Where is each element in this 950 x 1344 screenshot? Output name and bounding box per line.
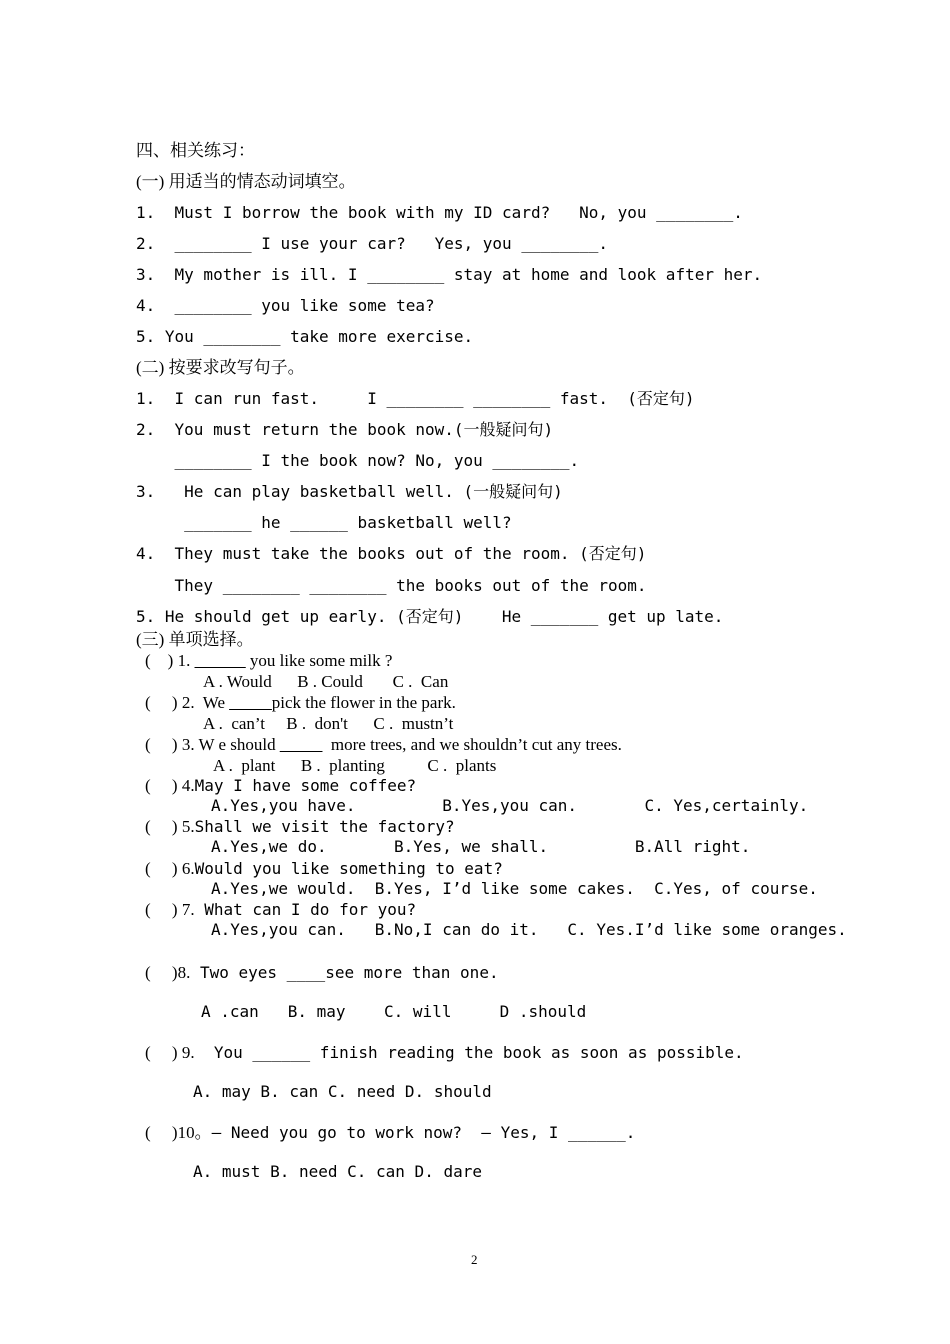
question-line — [145, 777, 416, 795]
part2-heading: (二) 按要求改写句子。 — [136, 358, 305, 377]
options-line: A . plant B . planting C . plants — [213, 756, 497, 775]
question-line — [145, 818, 455, 836]
options-line: A.Yes,you can. B.No,I can do it. C. Yes.I’d like some oranges. — [211, 920, 847, 939]
part1-item: 3. My mother is ill. I ________ stay at home and look after her. — [136, 265, 763, 284]
part2-line: 4. They must take the books out of the room. (否定句) — [136, 544, 647, 563]
question-text: Two eyes ____see more than one. — [190, 963, 499, 982]
section-title: 四、相关练习： — [136, 141, 255, 160]
question-text: — Need you go to work now? — Yes, I ______. — [211, 1123, 636, 1142]
question-text: What can I do for you? — [194, 900, 417, 919]
question-line — [145, 1124, 635, 1142]
question-text: pick the flower in the park. — [271, 693, 456, 712]
options-line: A.Yes,we do. B.Yes, we shall. B.All right. — [211, 837, 751, 856]
part1-item: 2. ________ I use your car? Yes, you ________. — [136, 234, 609, 253]
question-text: you like some milk ? — [245, 651, 393, 670]
question-number: ( )8. — [145, 963, 191, 982]
options-line: A. must B. need C. can D. dare — [193, 1162, 482, 1181]
question-text: You ______ finish reading the book as soon as possible. — [194, 1043, 744, 1062]
question-text: Would you like something to eat? — [194, 859, 503, 878]
answer-blank: _____ — [279, 735, 323, 754]
question-number: ( ) 5. — [145, 817, 195, 836]
question-line — [145, 1044, 744, 1062]
answer-blank: ______ — [194, 651, 246, 670]
options-line: A . Would B . Could C . Can — [203, 672, 449, 691]
part2-line: They ________ ________ the books out of the room. — [136, 576, 647, 595]
question-number: ( ) 4. — [145, 776, 195, 795]
part2-line: 1. I can run fast. I ________ ________ fast. (否定句) — [136, 389, 695, 408]
part3-heading: (三) 单项选择。 — [136, 630, 254, 649]
part2-line: ________ I the book now? No, you ________. — [136, 451, 580, 470]
question-number: ( ) 6. — [145, 859, 195, 878]
question-text: Shall we visit the factory? — [194, 817, 455, 836]
question-line — [145, 694, 456, 711]
question-text: May I have some coffee? — [194, 776, 417, 795]
question-number: ( ) 3. W e should — [145, 735, 280, 754]
options-line: A . can’t B . don't C . mustn’t — [203, 714, 454, 733]
part1-item: 1. Must I borrow the book with my ID card? No, you ________. — [136, 203, 743, 222]
question-line — [145, 652, 392, 669]
question-text: more trees, and we shouldn’t cut any trees. — [322, 735, 622, 754]
question-number: ( ) 2. We — [145, 693, 230, 712]
options-line: A. may B. can C. need D. should — [193, 1082, 492, 1101]
part1-item: 5. You ________ take more exercise. — [136, 327, 474, 346]
part2-line: 2. You must return the book now.(一般疑问句) — [136, 420, 554, 439]
question-number: ( ) 9. — [145, 1043, 195, 1062]
question-number: ( ) 7. — [145, 900, 195, 919]
question-line — [145, 901, 416, 919]
options-line: A .can B. may C. will D .should — [201, 1002, 587, 1021]
answer-blank: _____ — [229, 693, 272, 712]
question-line — [145, 964, 499, 982]
options-line: A.Yes,we would. B.Yes, I’d like some cakes. C.Yes, of course. — [211, 879, 818, 898]
part2-line: 5. He should get up early. (否定句) He _______ get up late. — [136, 607, 724, 626]
part1-item: 4. ________ you like some tea? — [136, 296, 435, 315]
question-number: ( ) 1. — [145, 651, 195, 670]
part2-line: _______ he ______ basketball well? — [136, 513, 512, 532]
question-number: ( )10。 — [145, 1123, 212, 1142]
options-line: A.Yes,you have. B.Yes,you can. C. Yes,certainly. — [211, 796, 809, 815]
page-number: 2 — [471, 1252, 478, 1267]
question-line — [145, 736, 622, 753]
part1-heading: (一) 用适当的情态动词填空。 — [136, 172, 356, 191]
part2-line: 3. He can play basketball well. (一般疑问句) — [136, 482, 563, 501]
question-line — [145, 860, 503, 878]
